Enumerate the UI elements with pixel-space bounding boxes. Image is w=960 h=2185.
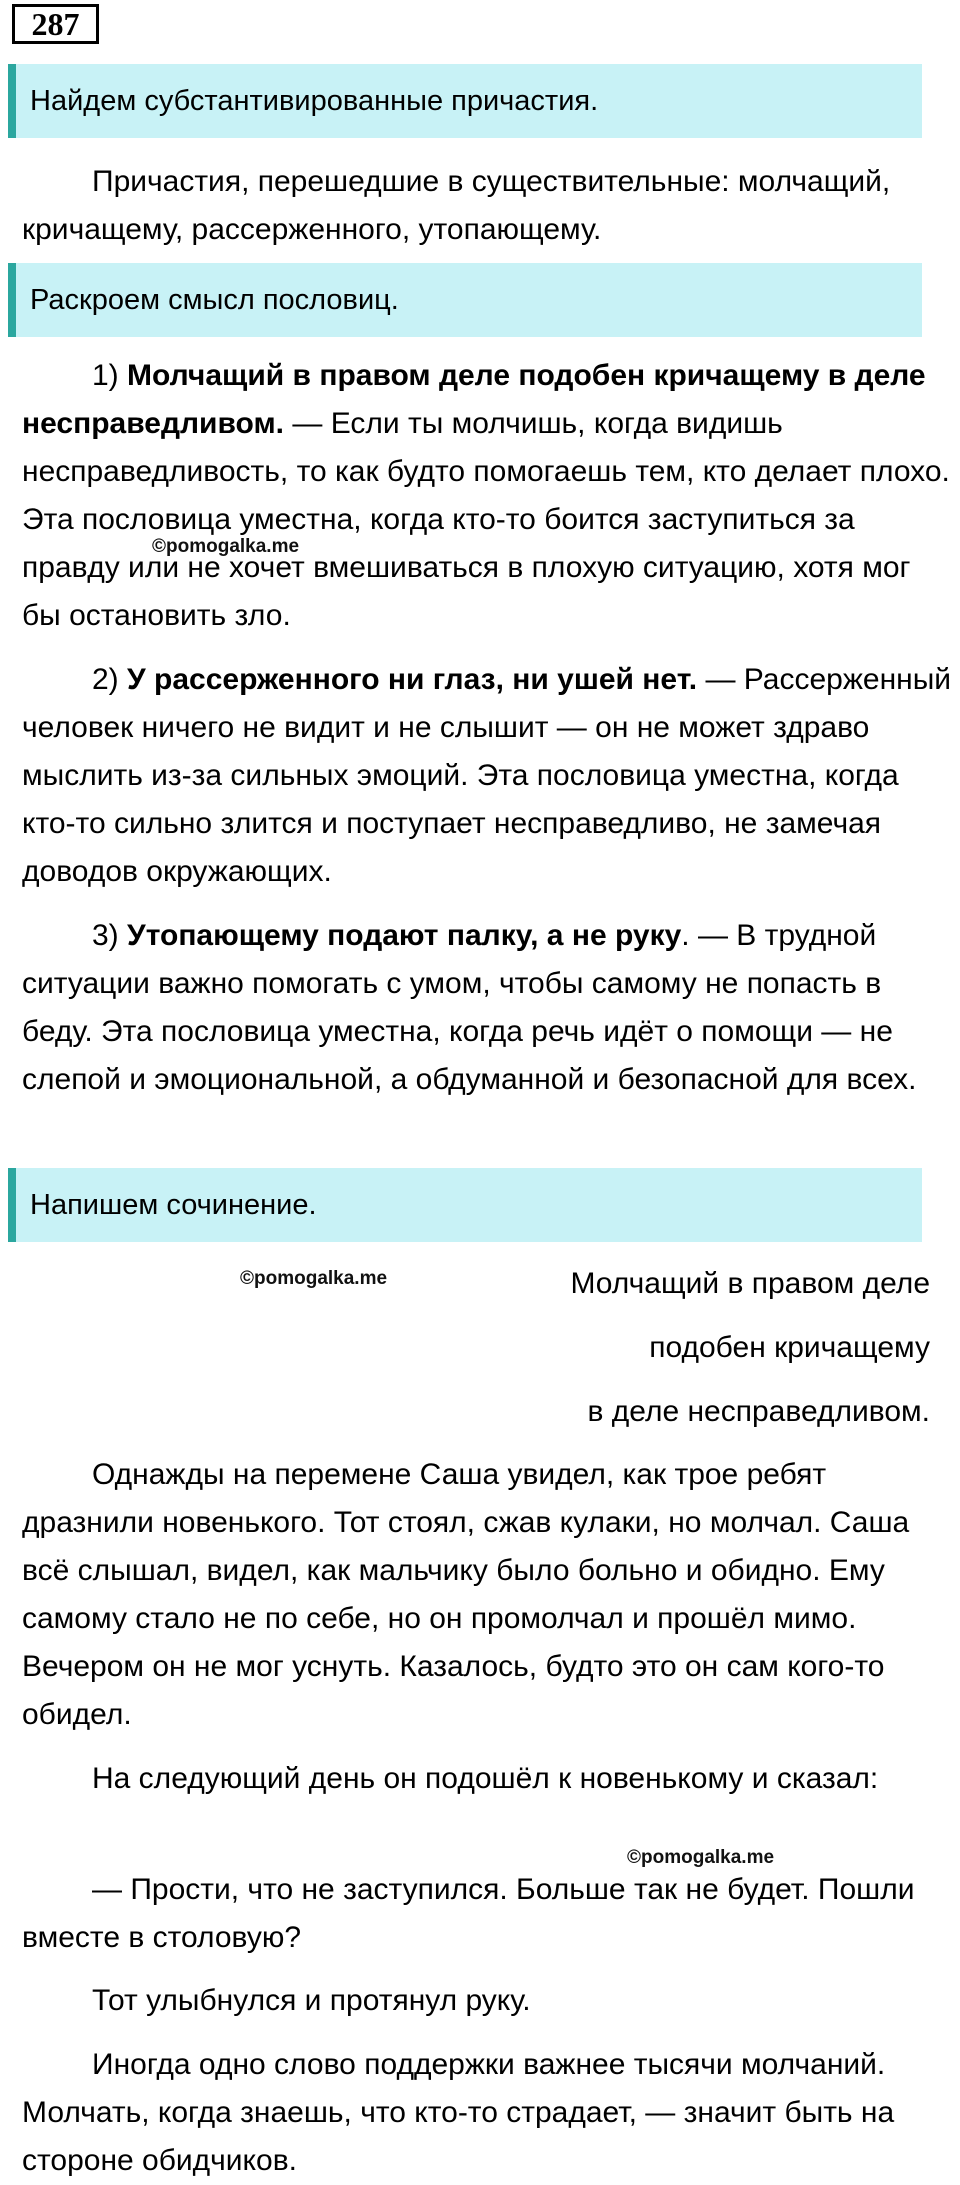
section-heading-essay: Напишем сочинение. bbox=[8, 1168, 922, 1242]
essay-paragraph: На следующий день он подошёл к новенькому и сказал: bbox=[92, 1762, 879, 1795]
essay-paragraph: Однажды на перемене Саша увидел, как трое ребят дразнили новенького. Тот стоял, сжав кулаки, но молчал. Саша всё слышал, видел, как мальчику было больно и обидно. Ему самому стало не по себе, но он промолчал и прошёл мимо. Вечером он не мог уснуть. Казалось, будто это он сам кого-то обидел. bbox=[22, 1458, 910, 1731]
proverb-item-1 bbox=[22, 352, 952, 640]
proverb-item-3 bbox=[22, 912, 952, 1104]
proverb-text: Молчащий в правом деле подобен кричащему в деле несправедливом. bbox=[22, 359, 926, 440]
proverb-explanation: — Если ты молчишь, когда видишь несправедливость, то как будто помогаешь тем, кто делает плохо. Эта пословица уместна, когда кто-то боится заступиться за правду или не хочет вмешиваться в плохую ситуацию, хотя мог бы остановить зло. bbox=[22, 407, 950, 632]
watermark: ©pomogalka.me bbox=[152, 536, 300, 557]
proverb-text: У рассерженного ни глаз, ни ушей нет. bbox=[127, 663, 698, 696]
proverb-item-2 bbox=[22, 656, 952, 896]
epigraph-line: в деле несправедливом. bbox=[587, 1395, 930, 1428]
task-number: 287 bbox=[12, 4, 99, 44]
essay-paragraph: Тот улыбнулся и протянул руку. bbox=[92, 1984, 531, 2017]
watermark: ©pomogalka.me bbox=[627, 1847, 775, 1868]
proverb-explanation: . — В трудной ситуации важно помогать с умом, чтобы самому не попасть в беду. Эта пословица уместна, когда речь идёт о помощи — не слепой и эмоциональной, а обдуманной и безопасной для всех. bbox=[22, 919, 917, 1096]
proverb-number: 1) bbox=[92, 359, 119, 392]
section-heading-participles: Найдем субстантивированные причастия. bbox=[8, 64, 922, 138]
watermark: ©pomogalka.me bbox=[240, 1268, 388, 1289]
proverb-explanation: — Рассерженный человек ничего не видит и не слышит — он не может здраво мыслить из-за сильных эмоций. Эта пословица уместна, когда кто-то сильно злится и поступает несправедливо, не замечая доводов окружающих. bbox=[22, 663, 952, 888]
epigraph-line: подобен кричащему bbox=[649, 1331, 930, 1364]
section-heading-proverbs: Раскроем смысл пословиц. bbox=[8, 263, 922, 337]
participles-text: Причастия, перешедшие в существительные: молчащий, кричащему, рассерженного, утопающему. bbox=[22, 165, 891, 246]
epigraph-line: Молчащий в правом деле bbox=[570, 1267, 930, 1300]
proverb-number: 2) bbox=[92, 663, 119, 696]
proverb-text: Утопающему подают палку, а не руку bbox=[127, 919, 682, 952]
essay-paragraph: — Прости, что не заступился. Больше так не будет. Пошли вместе в столовую? bbox=[22, 1873, 915, 1954]
proverb-number: 3) bbox=[92, 919, 119, 952]
essay-paragraph: Иногда одно слово поддержки важнее тысячи молчаний. Молчать, когда знаешь, что кто-то страдает, — значит быть на стороне обидчиков. bbox=[22, 2048, 895, 2177]
